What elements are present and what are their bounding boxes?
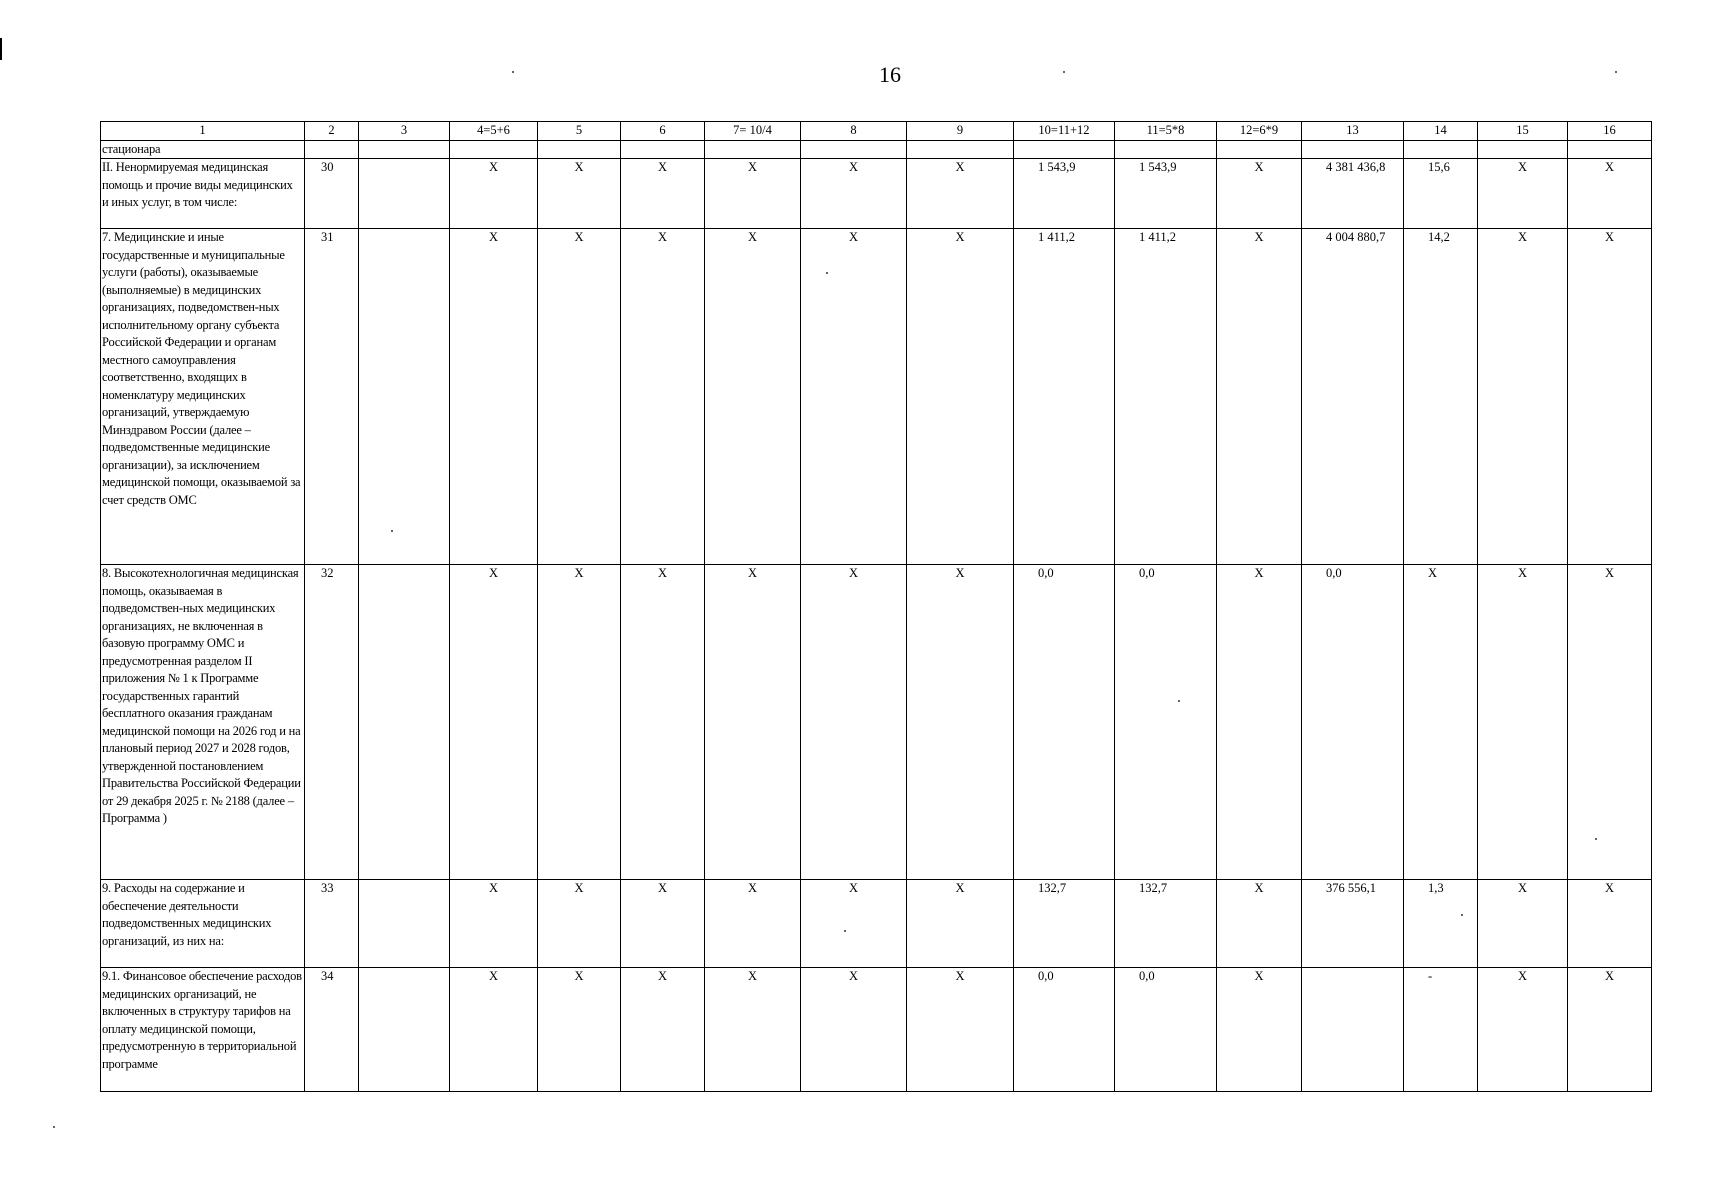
column-header: 12=6*9 [1217,122,1302,141]
table-row [101,565,1652,880]
table-cell: 15,6 [1404,159,1478,229]
budget-table [100,121,1652,1092]
table-cell [359,880,450,968]
table-cell: X [1478,880,1568,968]
table-cell: X [621,159,705,229]
table-cell [1302,140,1404,159]
table-cell [1014,140,1115,159]
column-header: 14 [1404,122,1478,141]
table-row [101,229,1652,565]
table-cell [1217,140,1302,159]
table-cell [1115,140,1217,159]
table-row [101,140,1652,159]
table-cell [305,140,359,159]
scan-speck [512,71,514,73]
table-cell: X [907,565,1014,880]
table-cell: X [705,159,801,229]
column-header: 13 [1302,122,1404,141]
table-cell: X [907,968,1014,1092]
table-cell: X [538,880,621,968]
table-cell [907,140,1014,159]
table-cell: X [705,968,801,1092]
table-cell [359,229,450,565]
column-header: 16 [1568,122,1652,141]
row-description: 7. Медицинские и иные государственные и муниципальные услуги (работы), оказываемые (выполняемые) в медицинских организациях, подведомствен-ных исполнительному органу субъекта Российской Федерации и органам местного самоуправления соответственно, входящих в номенклатуру медицинских организаций, утверждаемую Минздравом России (далее – подведомственные медицинские организации), за исключением медицинской помощи, оказываемой за счет средств ОМС [101,229,305,565]
table-cell: 1 543,9 [1115,159,1217,229]
table-cell: 0,0 [1115,565,1217,880]
table-cell [801,140,907,159]
scan-speck [1595,838,1597,840]
table-cell: X [907,229,1014,565]
table-cell: 1,3 [1404,880,1478,968]
table-cell: 30 [305,159,359,229]
table-cell [359,968,450,1092]
scan-speck [826,272,828,274]
table-row [101,880,1652,968]
table-cell: X [1568,159,1652,229]
column-header: 6 [621,122,705,141]
row-description: 9. Расходы на содержание и обеспечение деятельности подведомственных медицинских организаций, из них на: [101,880,305,968]
table-cell: 132,7 [1115,880,1217,968]
table-cell: 1 543,9 [1014,159,1115,229]
table-cell: X [621,880,705,968]
table-cell [359,140,450,159]
table-row [101,159,1652,229]
table-cell [1478,140,1568,159]
table-cell: X [1217,880,1302,968]
row-description: стационара [101,140,305,159]
row-description: II. Ненормируемая медицинская помощь и прочие виды медицинских и иных услуг, в том числе: [101,159,305,229]
scan-speck [391,530,393,532]
table-cell: X [705,880,801,968]
table-cell: 0,0 [1014,565,1115,880]
table-cell: 4 004 880,7 [1302,229,1404,565]
table-cell: X [801,968,907,1092]
table-cell: X [1568,968,1652,1092]
column-header: 9 [907,122,1014,141]
column-header: 11=5*8 [1115,122,1217,141]
scan-speck [1063,71,1065,73]
scan-speck [1178,700,1180,702]
table-cell: X [1217,229,1302,565]
column-header: 4=5+6 [450,122,538,141]
table-cell: 34 [305,968,359,1092]
table-cell: X [621,229,705,565]
table-cell [705,140,801,159]
table-cell: 33 [305,880,359,968]
column-header: 15 [1478,122,1568,141]
scan-speck [1461,914,1463,916]
table-cell: 0,0 [1014,968,1115,1092]
table-cell: X [621,565,705,880]
column-header: 3 [359,122,450,141]
table-cell [1302,968,1404,1092]
table-cell: X [907,880,1014,968]
table-cell: X [1478,229,1568,565]
table-cell: X [621,968,705,1092]
table-cell: X [1478,159,1568,229]
table-cell: X [801,565,907,880]
table-cell: X [450,565,538,880]
table-cell [359,159,450,229]
column-header: 8 [801,122,907,141]
table-cell: X [1217,565,1302,880]
table-cell [1568,140,1652,159]
table-cell [538,140,621,159]
table-cell: X [801,880,907,968]
column-header: 2 [305,122,359,141]
table-cell: X [450,229,538,565]
column-header: 10=11+12 [1014,122,1115,141]
row-description: 9.1. Финансовое обеспечение расходов медицинских организаций, не включенных в структуру тарифов на оплату медицинской помощи, предусмотренную в территориальной программе [101,968,305,1092]
table-cell: X [538,565,621,880]
row-description: 8. Высокотехнологичная медицинская помощь, оказываемая в подведомствен-ных медицинских организациях, не включенная в базовую программу ОМС и предусмотренная разделом II приложения № 1 к Программе государственных гарантий бесплатного оказания гражданам медицинской помощи на 2026 год и на плановый период 2027 и 2028 годов, утвержденной постановлением Правительства Российской Федерации от 29 декабря 2025 г. № 2188 (далее – Программа ) [101,565,305,880]
table-cell: 132,7 [1014,880,1115,968]
table-cell: 31 [305,229,359,565]
table-cell: 1 411,2 [1014,229,1115,565]
scan-speck [844,930,846,932]
column-header: 5 [538,122,621,141]
table-cell: 0,0 [1302,565,1404,880]
table-cell: X [1568,880,1652,968]
table-cell: X [1478,968,1568,1092]
table-cell: X [1568,565,1652,880]
page-number: 16 [879,62,901,87]
table-cell: X [450,880,538,968]
table-cell: 0,0 [1115,968,1217,1092]
table-cell: X [1568,229,1652,565]
table-cell: 4 381 436,8 [1302,159,1404,229]
table-cell [621,140,705,159]
column-header: 7= 10/4 [705,122,801,141]
scan-margin-mark [0,38,2,60]
table-cell: X [538,968,621,1092]
scan-speck [53,1126,55,1128]
table-cell [450,140,538,159]
table-cell [359,565,450,880]
table-cell: - [1404,968,1478,1092]
table-cell: X [907,159,1014,229]
table-body [101,140,1652,1092]
table-cell [1404,140,1478,159]
table-cell: X [1217,159,1302,229]
table-cell: X [538,229,621,565]
table-cell: X [450,968,538,1092]
table-cell: X [801,229,907,565]
table-cell: 14,2 [1404,229,1478,565]
table-cell: X [1404,565,1478,880]
table-cell: X [705,229,801,565]
column-number-row [101,122,1652,141]
scan-speck [1615,71,1617,73]
table-cell: X [801,159,907,229]
table-cell: X [1217,968,1302,1092]
table-cell: 376 556,1 [1302,880,1404,968]
table-cell: X [705,565,801,880]
table-cell: 32 [305,565,359,880]
table-cell: X [1478,565,1568,880]
column-header: 1 [101,122,305,141]
table-cell: X [538,159,621,229]
table-cell: X [450,159,538,229]
table-cell: 1 411,2 [1115,229,1217,565]
table-row [101,968,1652,1092]
